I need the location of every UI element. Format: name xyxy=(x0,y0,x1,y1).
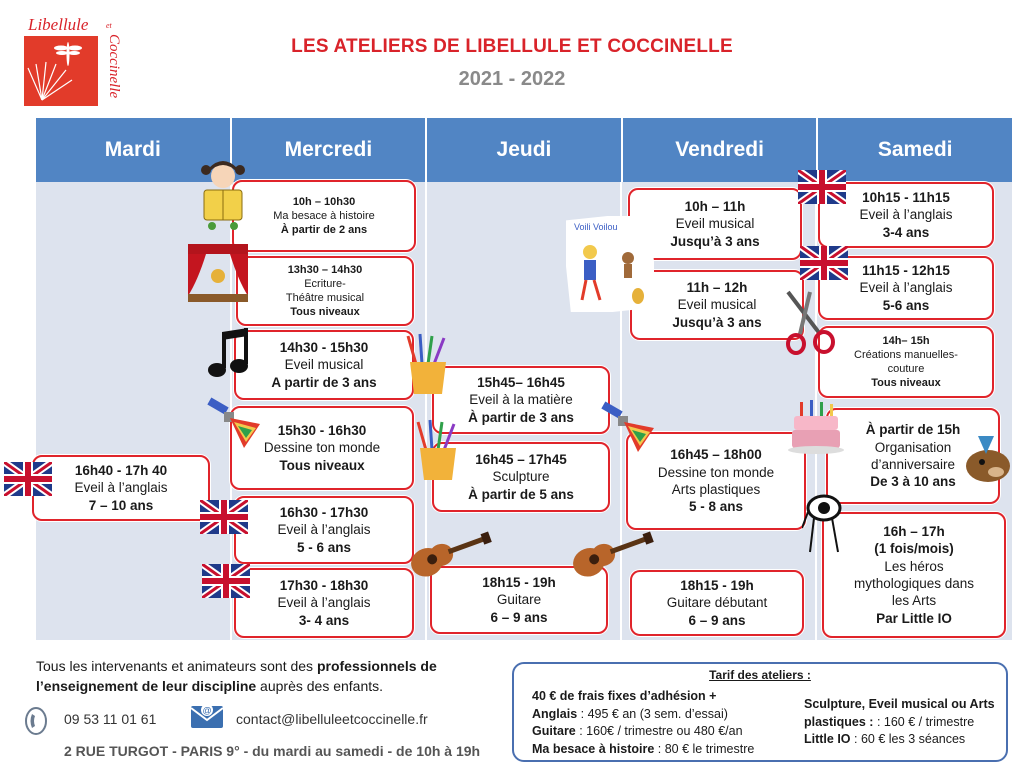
activity-age: A partir de 3 ans xyxy=(271,374,377,390)
activity-card-vendredi-musical-10h xyxy=(628,188,802,260)
tarif-label: Ma besace à histoire xyxy=(532,741,655,756)
activity-age: 5-6 ans xyxy=(882,297,930,313)
activity-age: 7 – 10 ans xyxy=(88,497,154,513)
activity-title: Guitare débutant xyxy=(666,595,768,611)
intro-text: Tous les intervenants et animateurs sont des xyxy=(36,658,317,674)
activity-title: Eveil à l’anglais xyxy=(859,207,953,223)
puppet-drawing-icon xyxy=(566,216,654,312)
activity-age: De 3 à 10 ans xyxy=(870,474,956,490)
tarif-label: Guitare xyxy=(532,724,576,738)
day-header-mercredi: Mercredi xyxy=(232,118,428,182)
activity-time: 10h15 - 11h15 xyxy=(862,190,950,206)
activity-age: À partir de 2 ans xyxy=(280,224,368,237)
activity-time: 10h – 10h30 xyxy=(292,195,356,208)
activity-title: Eveil musical xyxy=(284,357,364,373)
uk-flag-icon xyxy=(202,564,250,598)
theatre-stage-icon xyxy=(184,240,252,304)
birthday-cake-icon xyxy=(788,398,844,454)
activity-title: Eveil à l’anglais xyxy=(859,280,953,296)
activity-age: Jusqu’à 3 ans xyxy=(670,233,760,249)
activity-title: Sculpture xyxy=(492,469,550,485)
page-title: LES ATELIERS DE LIBELLULE ET COCCINELLE xyxy=(291,36,733,57)
activity-card-vendredi-guitare xyxy=(630,570,804,636)
email-link[interactable]: contact@libelluleetcoccinelle.fr xyxy=(236,711,428,727)
uk-flag-icon xyxy=(200,500,248,534)
activity-card-samedi-couture xyxy=(818,326,994,398)
day-header-jeudi: Jeudi xyxy=(427,118,623,182)
tarif-adhesion: 40 € de frais fixes d’adhésion + xyxy=(532,689,717,703)
activity-card-mercredi-anglais-5-6 xyxy=(234,496,414,564)
activity-title: Ecriture- xyxy=(304,277,346,290)
svg-text:@: @ xyxy=(202,705,212,716)
activity-title: d’anniversaire xyxy=(870,457,956,472)
activity-time: 18h15 - 19h xyxy=(482,575,556,591)
envelope-icon xyxy=(190,702,224,730)
activity-card-mercredi-besace xyxy=(232,180,416,252)
day-header-samedi: Samedi xyxy=(818,118,1012,182)
tarif-box xyxy=(512,662,1008,762)
activity-card-mercredi-eveil-musical xyxy=(234,330,414,400)
logo-text-et: et xyxy=(106,21,112,30)
activity-card-mardi-anglais xyxy=(32,455,210,521)
pencil-cup-icon xyxy=(402,332,452,398)
tarif-price: : 160€ / trimestre ou 480 €/an xyxy=(575,724,743,738)
activity-time: À partir de 15h xyxy=(865,422,961,438)
activity-age: 3- 4 ans xyxy=(298,612,350,628)
uk-flag-icon xyxy=(4,462,52,496)
tarif-right-column xyxy=(804,696,1004,749)
music-note-icon xyxy=(206,326,256,382)
day-header-vendredi: Vendredi xyxy=(623,118,819,182)
activity-age: 5 - 6 ans xyxy=(296,539,352,555)
activity-title: les Arts xyxy=(891,593,937,609)
activity-time: 13h30 – 14h30 xyxy=(287,263,363,276)
activity-time: 17h30 - 18h30 xyxy=(279,578,369,594)
tarif-label: Little IO xyxy=(804,732,851,746)
activity-title: Eveil à la matière xyxy=(469,392,573,408)
activity-card-vendredi-musical-11h xyxy=(630,270,804,340)
tarif-price: : 60 € les 3 séances xyxy=(850,732,966,746)
tarif-price: : 160 € / trimestre xyxy=(873,714,975,729)
address-line: 2 RUE TURGOT - PARIS 9° - du mardi au samedi - de 10h à 19h xyxy=(64,743,481,759)
activity-time: 11h – 12h xyxy=(686,280,748,296)
uk-flag-icon xyxy=(798,170,846,204)
activity-age: À partir de 3 ans xyxy=(468,409,574,425)
activity-title: Arts plastiques xyxy=(671,482,761,497)
activity-time: 14h– 15h xyxy=(882,334,930,347)
activity-instructor: Par Little IO xyxy=(876,610,952,626)
activity-title: Dessine ton monde xyxy=(657,464,775,480)
uk-flag-icon xyxy=(800,246,848,280)
activity-title: Créations manuelles- xyxy=(854,348,958,361)
tarif-label: Anglais xyxy=(532,706,578,721)
activity-title: Eveil musical xyxy=(675,216,755,232)
eye-character-icon xyxy=(802,492,846,556)
paintbrush-icon xyxy=(204,394,262,450)
activity-time: 10h – 11h xyxy=(684,199,746,215)
pencil-cup-icon xyxy=(412,418,462,484)
paintbrush-icon xyxy=(598,398,656,454)
logo xyxy=(22,8,130,108)
activity-time: 15h30 - 16h30 xyxy=(277,423,367,439)
activity-time: 16h45 – 18h00 xyxy=(670,447,762,463)
tarif-left-column xyxy=(532,688,802,758)
activity-time: 18h15 - 19h xyxy=(680,578,754,594)
phone-number[interactable]: 09 53 11 01 61 xyxy=(64,711,157,727)
tarif-title: Tarif des ateliers : xyxy=(709,668,811,682)
activity-title: Eveil à l’anglais xyxy=(74,480,168,496)
activity-time: 16h45 – 17h45 xyxy=(475,452,567,468)
activity-title: Les héros xyxy=(884,558,944,574)
activity-time: 14h30 - 15h30 xyxy=(279,340,369,356)
activity-title: mythologiques dans xyxy=(853,576,975,591)
activity-title: Eveil à l’anglais xyxy=(277,522,371,538)
activity-title: couture xyxy=(887,363,925,375)
activity-card-mercredi-theatre xyxy=(236,256,414,326)
activity-time: 15h45– 16h45 xyxy=(477,375,565,391)
activity-time: 16h – 17h xyxy=(883,524,945,540)
activity-age: Jusqu’à 3 ans xyxy=(672,314,762,330)
activity-card-samedi-little-io xyxy=(822,512,1006,638)
logo-text-libellule: Libellule xyxy=(28,15,89,34)
activity-time: 11h15 - 12h15 xyxy=(862,263,950,279)
girl-reading-icon xyxy=(192,160,254,232)
activity-time: 16h30 - 17h30 xyxy=(279,505,369,521)
activity-age: Tous niveaux xyxy=(290,306,360,319)
school-year: 2021 - 2022 xyxy=(458,68,566,90)
svg-text:Voili Voilou: Voili Voilou xyxy=(574,222,618,232)
party-dog-icon xyxy=(960,432,1016,486)
activity-title: Organisation xyxy=(874,439,952,455)
activity-age: À partir de 5 ans xyxy=(468,486,574,502)
activity-title: Théâtre musical xyxy=(285,292,365,304)
activity-title: Dessine ton monde xyxy=(263,440,381,456)
day-header-mardi: Mardi xyxy=(36,118,232,182)
activity-age: 5 - 8 ans xyxy=(688,499,744,515)
activity-title: Eveil à l’anglais xyxy=(277,595,371,611)
tarif-price: : 495 € an (3 sem. d’essai) xyxy=(577,706,728,721)
day-header-row xyxy=(36,118,1012,182)
activity-time: 16h40 - 17h 40 xyxy=(74,463,168,479)
logo-text-coccinelle: Coccinelle xyxy=(106,34,122,99)
tarif-label: Sculpture, Eveil musical ou Arts plastiques : xyxy=(804,697,995,729)
activity-age: Tous niveaux xyxy=(871,377,941,390)
activity-age: 6 – 9 ans xyxy=(688,612,746,628)
activity-title: Ma besace à histoire xyxy=(273,209,375,222)
scissors-icon xyxy=(780,288,836,356)
intro-paragraph xyxy=(36,656,496,697)
activity-title: Guitare xyxy=(496,592,542,608)
phone-icon xyxy=(24,706,48,736)
activity-age: Tous niveaux xyxy=(279,457,365,473)
activity-card-mercredi-anglais-3-4 xyxy=(234,568,414,638)
intro-text-bold: professionnels de l’enseignement de leur discipline xyxy=(36,658,437,695)
guitar-icon xyxy=(404,520,494,580)
activity-frequency: (1 fois/mois) xyxy=(874,541,954,557)
guitar-icon xyxy=(566,520,656,580)
activity-title: Eveil musical xyxy=(677,297,757,313)
intro-text: auprès des enfants. xyxy=(256,678,384,695)
tarif-price: : 80 € le trimestre xyxy=(654,741,755,756)
activity-age: 3-4 ans xyxy=(882,224,930,240)
activity-age: 6 – 9 ans xyxy=(490,609,548,625)
